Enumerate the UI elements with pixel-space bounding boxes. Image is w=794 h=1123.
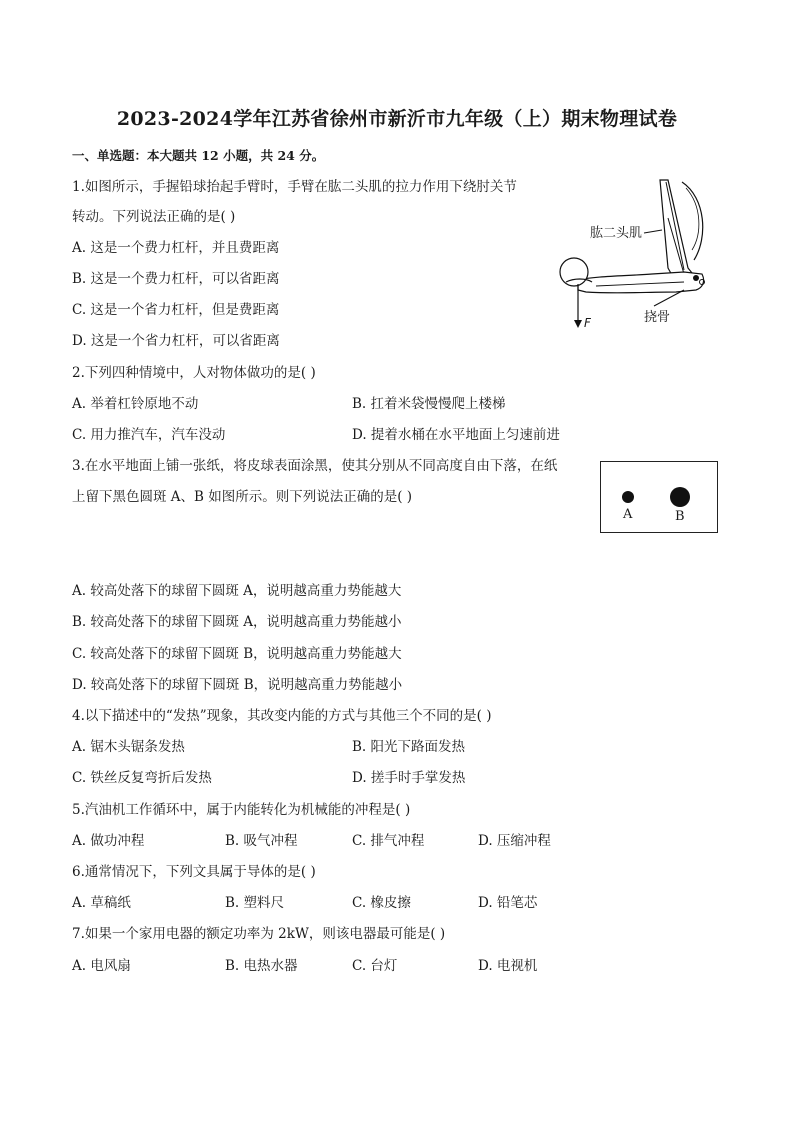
question-3-option-c: C. 较高处落下的球留下圆斑 B，说明越高重力势能越大 <box>72 646 402 662</box>
question-6-stem: 6.通常情况下，下列文具属于导体的是( ) <box>72 864 316 880</box>
biceps-label: 肱二头肌 <box>590 226 643 241</box>
paper-spots-figure <box>600 461 718 533</box>
question-1-stem-line-1: 1.如图所示，手握铅球抬起手臂时，手臂在肱二头肌的拉力作用下绕肘关节 <box>72 179 517 195</box>
section-heading: 一、单选题：本大题共 12 小题，共 24 分。 <box>72 148 325 163</box>
question-7-option-d: D. 电视机 <box>478 958 538 974</box>
question-4-option-a: A. 锯木头锯条发热 <box>72 739 185 755</box>
spot-b-label: B <box>675 509 685 524</box>
question-3-option-b: B. 较高处落下的球留下圆斑 A，说明越高重力势能越小 <box>72 614 402 630</box>
question-1-stem-line-2: 转动。下列说法正确的是( ) <box>72 209 236 225</box>
question-4-option-c: C. 铁丝反复弯折后发热 <box>72 770 212 786</box>
spot-a <box>622 491 634 503</box>
question-4-stem: 4.以下描述中的“发热”现象，其改变内能的方式与其他三个不同的是( ) <box>72 708 492 724</box>
question-3-option-a: A. 较高处落下的球留下圆斑 A，说明越高重力势能越大 <box>72 583 402 599</box>
radius-bone-label: 挠骨 <box>644 310 671 325</box>
spot-a-label: A <box>623 507 633 522</box>
question-5-stem: 5.汽油机工作循环中，属于内能转化为机械能的冲程是( ) <box>72 802 411 818</box>
question-7-option-c: C. 台灯 <box>352 958 398 974</box>
question-1-option-d: D. 这是一个省力杠杆，可以省距离 <box>72 333 280 349</box>
question-1-option-b: B. 这是一个费力杠杆，可以省距离 <box>72 271 280 287</box>
arm-lever-figure <box>556 178 726 338</box>
question-6-option-c: C. 橡皮擦 <box>352 895 411 911</box>
question-7-option-a: A. 电风扇 <box>72 958 131 974</box>
question-7-stem: 7.如果一个家用电器的额定功率为 2kW，则该电器最可能是( ) <box>72 926 446 942</box>
question-3-option-d: D. 较高处落下的球留下圆斑 B，说明越高重力势能越小 <box>72 677 403 693</box>
question-5-option-c: C. 排气冲程 <box>352 833 425 849</box>
question-6-option-a: A. 草稿纸 <box>72 895 131 911</box>
question-1-option-c: C. 这是一个省力杠杆，但是费距离 <box>72 302 280 318</box>
question-5-option-d: D. 压缩冲程 <box>478 833 551 849</box>
force-label: F <box>584 316 591 330</box>
question-2-option-b: B. 扛着米袋慢慢爬上楼梯 <box>352 396 506 412</box>
question-2-stem: 2.下列四种情境中，人对物体做功的是( ) <box>72 365 316 381</box>
question-6-option-d: D. 铅笔芯 <box>478 895 538 911</box>
spot-b <box>670 487 690 507</box>
question-5-option-b: B. 吸气冲程 <box>225 833 298 849</box>
question-4-option-d: D. 搓手时手掌发热 <box>352 770 466 786</box>
question-2-option-c: C. 用力推汽车，汽车没动 <box>72 427 226 443</box>
question-3-stem-line-2: 上留下黑色圆斑 A、B 如图所示。则下列说法正确的是( ) <box>72 489 413 505</box>
question-2-option-a: A. 举着杠铃原地不动 <box>72 396 199 412</box>
question-6-option-b: B. 塑料尺 <box>225 895 285 911</box>
arm-lever-drawing <box>556 178 726 338</box>
question-1-option-a: A. 这是一个费力杠杆，并且费距离 <box>72 240 280 256</box>
question-3-stem-line-1: 3.在水平地面上铺一张纸，将皮球表面涂黑，使其分别从不同高度自由下落，在纸 <box>72 458 558 474</box>
question-7-option-b: B. 电热水器 <box>225 958 298 974</box>
page-title: 2023-2024学年江苏省徐州市新沂市九年级（上）期末物理试卷 <box>116 108 678 130</box>
question-4-option-b: B. 阳光下路面发热 <box>352 739 466 755</box>
question-2-option-d: D. 提着水桶在水平地面上匀速前进 <box>352 427 560 443</box>
question-5-option-a: A. 做功冲程 <box>72 833 145 849</box>
